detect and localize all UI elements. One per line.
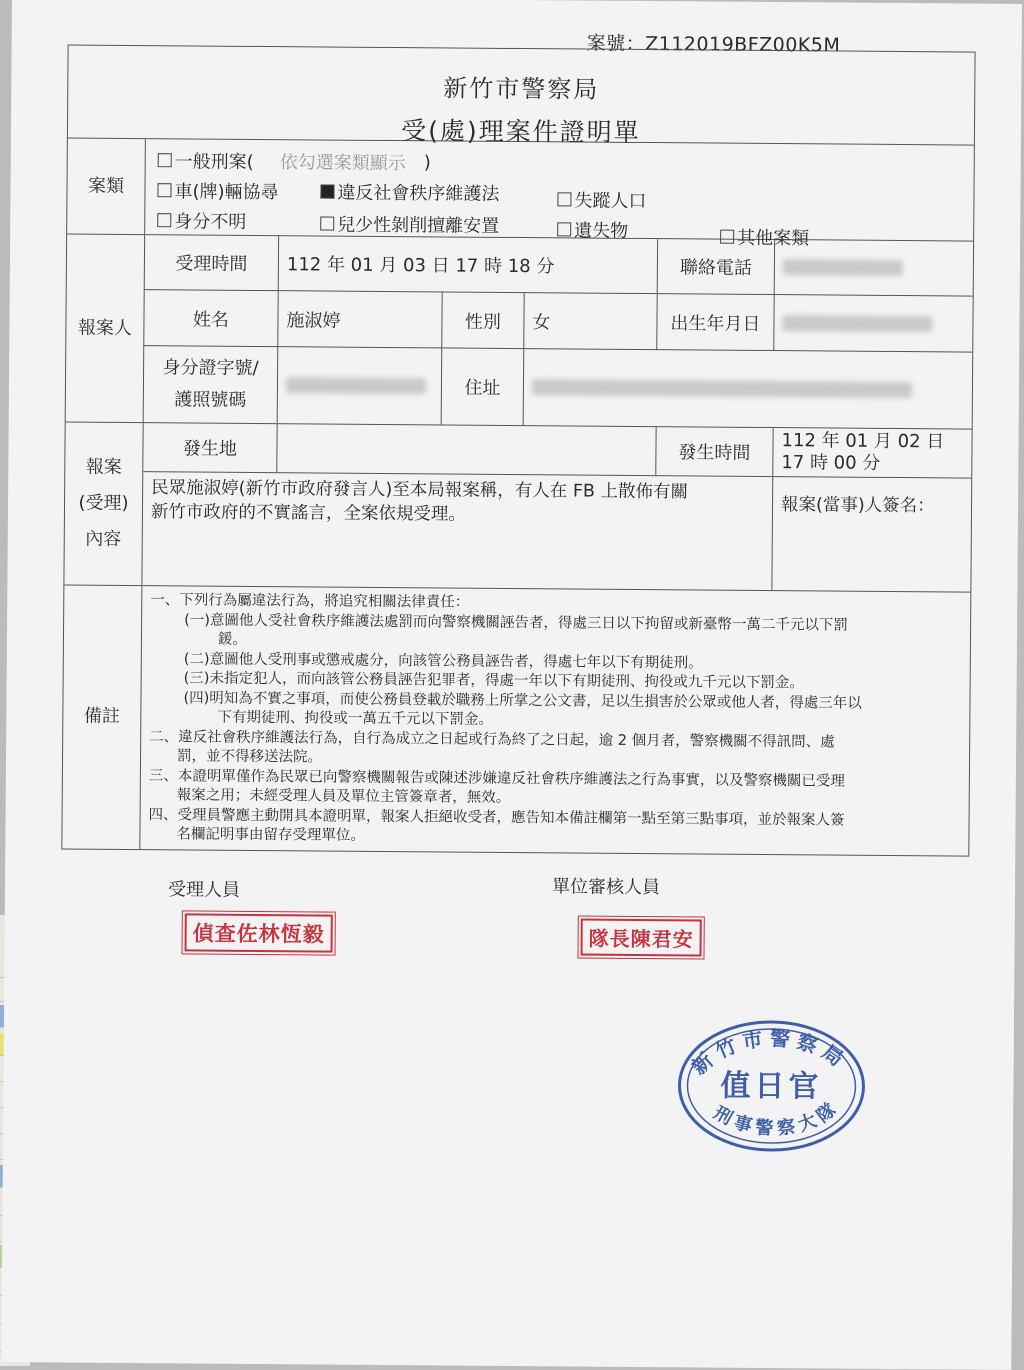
note-line: 四、受理員警應主動開具本證明單，報案人拒絕收受者，應告知本備註欄第一點至第三點事項，並於報案人簽 [148,806,845,829]
seal-center-text: 值日官 [720,1068,823,1105]
title-block [68,45,975,145]
org-name: 新竹市警察局 [443,74,600,104]
reporter-label: 報案人 [66,234,145,422]
content-bottom-row [142,472,971,591]
note-line: 二、違反社會秩序維護法行為，自行為成立之日起或行為終了之日起，逾 2 個月者，警察機關不得訊問、處 [149,728,835,751]
phone-value-redacted [775,240,973,297]
option-label: 失蹤人口 [574,190,647,213]
note-line: (三)未指定犯人，而向該管公務員誣告犯罪者，得處一年以下有期徒刑、拘役或九千元以下罰金。 [183,670,805,692]
place-label: 發生地 [143,423,277,472]
name-value: 施淑婷 [278,291,442,348]
case-type-section [67,138,974,250]
case-number: 案號：Z112019BFZ00K5M [586,32,841,57]
option-general-criminal[interactable] [158,147,431,175]
content-label-line: 內容 [85,528,122,550]
time-value: 112 年 01 月 03 日 17 時 18 分 [279,236,658,294]
gender-value: 女 [524,293,657,350]
reporter-section [66,234,973,429]
phone-label: 聯絡電話 [658,239,775,295]
option-vehicle[interactable] [157,177,278,204]
option-label: 兒少性剝削擅離安置 [337,214,500,237]
content-top-row [143,423,971,479]
name-label: 姓名 [144,290,278,347]
option-label: 身分不明 [174,211,247,233]
birth-label: 出生年月日 [657,294,774,351]
reviewer-seal: 隊長陳君安 [580,919,701,957]
signature-field[interactable]: 報案(當事)人簽名： [780,495,935,517]
note-line: 一、下列行為屬違法行為，將追究相關法律責任： [150,592,470,611]
certificate-paper [1,0,1022,1370]
note-line: 鍰。 [217,631,248,648]
occur-time-line: 17 時 00 分 [781,452,881,474]
checkbox-social-order-checked[interactable] [320,184,334,198]
note-line: 報案之用；未經受理人員及單位主管簽章者，無效。 [176,787,511,806]
checkbox-lost-items[interactable] [557,222,571,236]
checkbox-unknown-id[interactable] [157,213,171,227]
option-unknown-id[interactable] [157,207,246,234]
narrative [142,472,773,590]
content-body [142,423,971,591]
option-label: 違反社會秩序維護法 [337,182,500,205]
place-value [277,424,656,475]
option-label: 一般刑案( [174,151,254,173]
checkbox-missing[interactable] [557,192,571,206]
note-line: (二)意圖他人受刑事或懲戒處分，向該管公務員誣告者，得處七年以下有期徒刑。 [183,650,703,671]
receiver-seal: 偵查佐林恆毅 [185,913,333,952]
notes-section [62,585,970,855]
duty-officer-seal [671,1011,872,1153]
address-value-redacted [524,349,973,429]
notes-label: 備註 [62,585,142,848]
time-label: 受理時間 [145,235,279,291]
seal-top-text: 新竹市警察局 [686,1025,853,1080]
content-label-line: 報案 [85,456,122,478]
option-label: 車(牌)輛協尋 [174,181,279,204]
option-label: ) [423,151,431,173]
occur-time-label: 發生時間 [656,427,773,476]
checkbox-vehicle[interactable] [157,183,171,197]
note-line: 三、本證明單僅作為民眾已向警察機關報告或陳述涉嫌違反社會秩序維護法之行為事實，以及警察機關已受理 [148,767,845,790]
note-line: 下有期徒刑、拘役或一萬五千元以下罰金。 [217,709,493,728]
option-hint: 依勾選案類顯示 [279,152,406,175]
receiver-label: 受理人員 [167,879,241,901]
option-social-order[interactable] [320,178,499,205]
signers-area [5,864,1015,952]
id-value-redacted [278,347,443,424]
case-type-label: 案類 [67,138,146,234]
case-type-options [145,139,974,250]
id-label [144,346,279,423]
address-label: 住址 [442,348,525,425]
content-label-line: (受理) [78,492,129,514]
note-line: 名欄記明事由留存受理單位。 [176,826,365,844]
option-label: 其他案類 [737,227,810,250]
gender-label: 性別 [442,292,524,349]
content-label [64,422,143,585]
note-line: (一)意圖他人受社會秩序維護法處罰而向警察機關誣告者，得處三日以下拘留或新臺幣一萬二千元以下罰 [184,611,848,634]
notes-body [140,586,970,855]
narrative-line: 新竹市政府的不實謠言，全案依規受理。 [150,502,467,525]
note-line: 罰，並不得移送法院。 [176,748,323,766]
content-section [64,422,971,592]
reviewer-label: 單位審核人員 [551,876,661,899]
narrative-line: 民眾施淑婷(新竹市政府發言人)至本局報案稱，有人在 FB 上散佈有關 [151,478,689,503]
birth-value-redacted [774,295,972,353]
checkbox-child-sex[interactable] [320,216,334,230]
option-label: 遺失物 [574,220,629,242]
id-label-line: 身分證字號/ [162,357,259,379]
occur-time-line: 112 年 01 月 02 日 [781,430,945,453]
reporter-grid [144,235,973,428]
option-missing[interactable] [557,186,646,213]
document-title: 受(處)理案件證明單 [401,116,641,147]
occur-time-value [773,428,971,478]
note-line: (四)明知為不實之事項，而使公務員登載於職務上所掌之公文書，足以生損害於公眾或他人者，得處三年以 [183,689,862,712]
checkbox-general-criminal[interactable] [158,153,172,167]
certificate-form [61,44,975,856]
option-child-sex[interactable] [320,210,499,237]
seal-bottom-text: 刑事警察大隊 [710,1096,844,1140]
id-label-line: 護照號碼 [174,389,247,411]
